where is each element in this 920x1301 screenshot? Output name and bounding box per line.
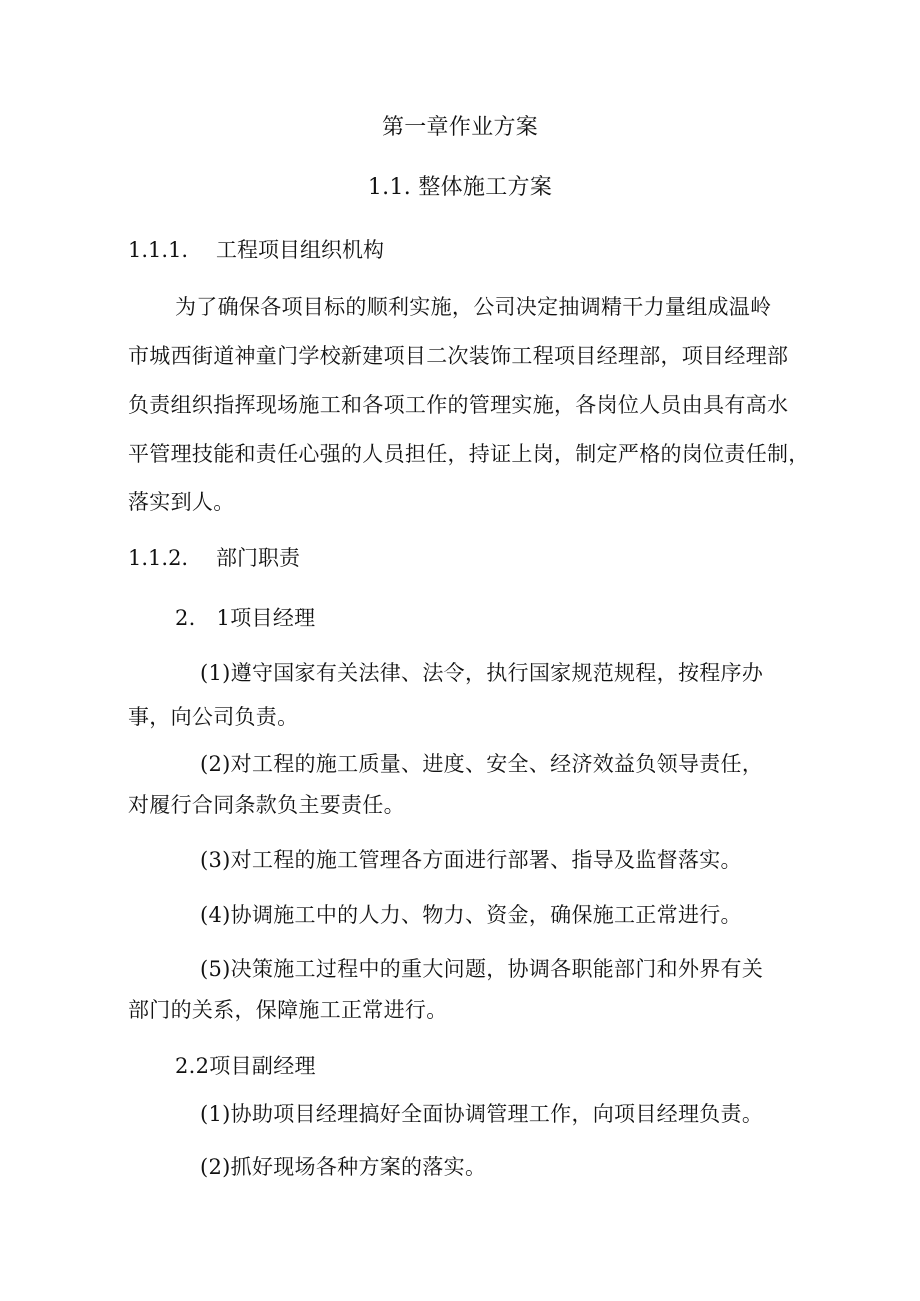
list-item-line: (5)决策施工过程中的重大问题，协调各职能部门和外界有关 (200, 957, 764, 981)
list-item-line: (2)抓好现场各种方案的落实。 (200, 1155, 487, 1179)
list-item-line: (2)对工程的施工质量、进度、安全、经济效益负领导责任， (200, 752, 764, 776)
list-item-line: 部门的关系，保障施工正常进行。 (128, 998, 448, 1022)
section-title: 1.1. 整体施工方案 (367, 175, 553, 200)
paragraph-line: 负责组织指挥现场施工和各项工作的管理实施，各岗位人员由具有高水 (128, 393, 789, 417)
subsection-number: 1.1.2. (128, 546, 189, 570)
list-item-line: (3)对工程的施工管理各方面进行部署、指导及监督落实。 (200, 848, 742, 872)
subsection-heading-1 (128, 236, 384, 264)
list-item-line: 事，向公司负责。 (128, 705, 299, 729)
list-item-line: 对履行合同条款负主要责任。 (128, 793, 405, 817)
list-item-line: (1)协助项目经理搞好全面协调管理工作，向项目经理负责。 (200, 1102, 764, 1126)
subsection-heading-2 (128, 544, 300, 572)
subsection-number: 1.1.1. (128, 238, 189, 262)
chapter-title: 第一章作业方案 (381, 115, 539, 140)
paragraph-line: 落实到人。 (128, 490, 235, 514)
subsection-title: 部门职责 (216, 546, 300, 570)
paragraph-line: 平管理技能和责任心强的人员担任，持证上岗，制定严格的岗位责任制， (128, 442, 810, 466)
subsection-title: 工程项目组织机构 (216, 238, 384, 262)
role-heading: 2.2项目副经理 (175, 1054, 316, 1078)
paragraph-line: 市城西街道神童门学校新建项目二次装饰工程项目经理部，项目经理部 (128, 344, 789, 368)
list-item-line: (4)协调施工中的人力、物力、资金，确保施工正常进行。 (200, 903, 742, 927)
list-item-line: (1)遵守国家有关法律、法令，执行国家规范规程，按程序办 (200, 661, 764, 685)
paragraph-line: 为了确保各项目标的顺利实施，公司决定抽调精干力量组成温岭 (175, 295, 772, 319)
role-heading: 2. 1项目经理 (175, 606, 316, 630)
